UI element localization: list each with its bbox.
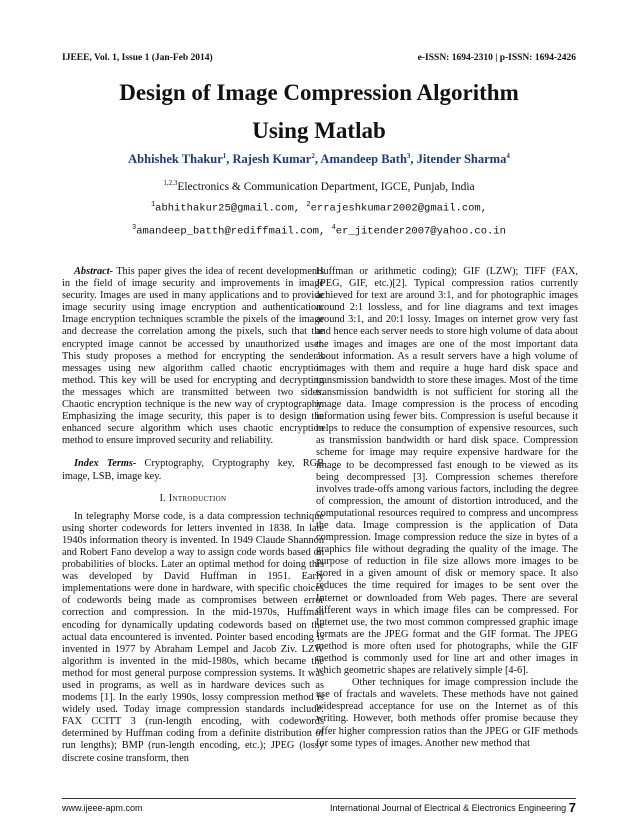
email-1[interactable]: abhithakur25@gmail.com, xyxy=(155,202,301,215)
right-paragraph-1: Huffman or arithmetic coding); GIF (LZW); TIFF (FAX, JPEG, GIF, etc.)[2]. Typical compression ratios currently achieved for text are around 3:1, and for photographic images around 2:1 lossless, and for line diagrams and text images around 3:1, and 20:1 lossy. Images on internet grow very fast and hence each server needs to store high volume of data about the images and images are one of the most important data about information. As a result servers have a high volume of images with them and require a huge hard disk space and transmission bandwidth to store these images. Most of the time transmission bandwidth is not sufficient for storing all the image data. Image compression is the process of encoding information using fewer bits. Compression is useful because it helps to reduce the consumption of expensive resources, such as transmission bandwidth or hard disk space. Compression scheme for image may require expensive hardware for the image to be decompressed fast enough to be viewed as its being decompressed [3]. Compression schemes therefore involves trade-offs among various factors, including the degree of compression, the amount of distortion introduced, and the computational resources required to compress and uncompress the data. Image compression is the application of Data compression. Image compression reduce the size in bytes of a graphics file without degrading the quality of the image. The purpose of reduction in file size allows more images to be stored in a given amount of disk or memory space. It also reduces the time required for images to be sent over the Internet or downloaded from Web pages. There are several different ways in which image files can be compressed. For Internet use, the two most common compressed graphic image formats are the JPEG format and the GIF format. The JPEG method is more often used for photographs, while the GIF method is commonly used for line art and other images in which geometric shapes are relatively simple [4-6]. xyxy=(316,266,578,677)
abstract-label: Abstract- xyxy=(74,266,114,277)
paper-title-line2: Using Matlab xyxy=(252,118,386,143)
journal-issue: IJEEE, Vol. 1, Issue 1 (Jan-Feb 2014) xyxy=(62,53,213,63)
paper-title-line1: Design of Image Compression Algorithm xyxy=(119,80,519,105)
email-line-2: $^3$amandeep_batth@rediffmail.com, $^4$er_jitender2007@yahoo.co.in xyxy=(132,224,506,238)
abstract-text: This paper gives the idea of recent developments in the field of image security and improvements in image security. Images are used in many applications and to provide image security using image encryption and authentication. Image encryption techniques scramble the pixels of the image and decrease the correlation among the pixels, such that the encrypted image cannot be accessed by unauthorized user. This study proposes a method for encrypting the sender’s messages using new algorithm called chaotic encryption method. This key will be used for encrypting and decrypting the messages which are transmitted between two sides. Chaotic encryption technique is the new way of cryptography. Emphasizing the image security, this paper is to design the enhanced secure algorithm which uses chaotic encryption method to ensure improved security and reliability. xyxy=(62,266,324,447)
author-list: Abhishek Thakur$^1$, Rajesh Kumar$^2$, Amandeep Bath$^3$, Jitender Sharma$^4$ xyxy=(128,152,510,167)
left-column xyxy=(62,266,324,765)
email-4[interactable]: er_jitender2007@yahoo.co.in xyxy=(335,225,506,238)
abstract xyxy=(62,266,324,447)
page-footer xyxy=(62,798,576,815)
right-column xyxy=(316,266,578,750)
author-2: Rajesh Kumar xyxy=(232,152,312,167)
issn: e-ISSN: 1694-2310 | p-ISSN: 1694-2426 xyxy=(417,53,576,63)
page-number: 7 xyxy=(568,800,576,815)
index-terms xyxy=(62,458,324,482)
author-4: Jitender Sharma xyxy=(416,152,507,167)
email-line-1: $^1$abhithakur25@gmail.com, $^2$errajeshkumar2002@gmail.com, xyxy=(150,201,488,215)
author-3: Amandeep Bath xyxy=(320,152,407,167)
author-1: Abhishek Thakur xyxy=(128,152,223,167)
footer-website[interactable]: www.ijeee-apm.com xyxy=(62,803,143,813)
footer-journal: International Journal of Electrical & Electronics Engineering xyxy=(330,803,567,813)
intro-paragraph: In telegraphy Morse code, is a data compression technique using shorter codewords for letters invented in 1838. In late 1940s information theory is invented. In 1949 Claude Shannon and Robert Fano develop a way to assign code words based on probabilities of blocks. Later an optimal method for doing this was developed by David Huffman in 1951. Early implementations were done in hardware, with specific choices of codewords being made as compromises between error correction and compression. In the mid-1970s, Huffman encoding for dynamically updating codewords based on the actual data encountered is invented. Pointer based encoding is invented in 1977 by Abraham Lempel and Jacob Ziv. LZW algorithm is invented in the mid-1980s, which became the method for most general purpose compression systems. It was used in programs, as well as in hardware devices such as modems [1]. In the early 1990s, lossy compression method is widely used. Today image compression standards include: FAX CCITT 3 (run-length encoding, with codewords determined by Huffman coding from a definite distribution of run lengths); BMP (run-length encoding, etc.); JPEG (lossy discrete cosine transform, then xyxy=(62,510,324,764)
index-terms-text: Cryptography, Cryptography key, RGB image, LSB, image key. xyxy=(62,458,324,482)
right-paragraph-2: Other techniques for image compression include the use of fractals and wavelets. These methods have not gained widespread acceptance for use on the Internet as of this writing. However, both methods offer promise because they offer higher compression ratios than the JPEG or GIF methods for some types of images. Another new method that xyxy=(316,677,578,749)
section-heading: I. Introduction xyxy=(159,492,227,504)
email-3[interactable]: amandeep_batth@rediffmail.com, xyxy=(136,225,326,238)
index-terms-label: Index Terms- xyxy=(74,458,137,470)
email-2[interactable]: errajeshkumar2002@gmail.com, xyxy=(310,202,488,215)
affiliation: $^{1,2,3}$Electronics & Communication Department, IGCE, Punjab, India xyxy=(163,179,475,193)
